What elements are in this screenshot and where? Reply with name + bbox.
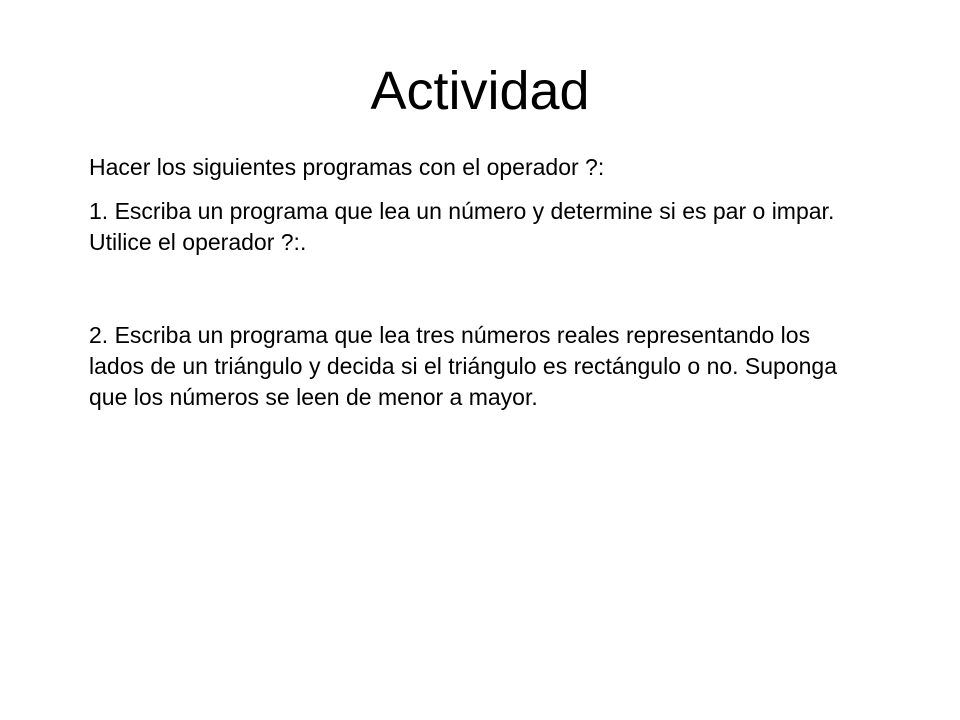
slide-content [89, 152, 869, 413]
slide-title: Actividad [370, 61, 590, 121]
exercise-item-2: 2. Escriba un programa que lea tres números reales representando los lados de un triángulo y decida si el triángulo es rectángulo o no. Suponga que los números se leen de menor a mayor. [89, 322, 838, 410]
exercise-item-1: 1. Escriba un programa que lea un número y determine si es par o impar. Utilice el operador ?:. [89, 198, 835, 255]
intro-text: Hacer los siguientes programas con el operador ?: [89, 154, 605, 180]
